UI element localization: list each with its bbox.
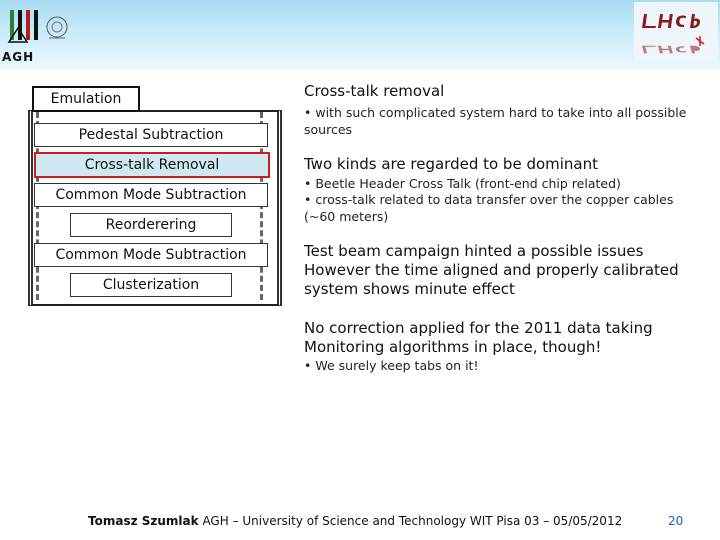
step-common-mode-subtraction-1: Common Mode Subtraction [34,183,268,207]
page-number: 20 [668,514,684,528]
lhcb-logo-icon [634,2,718,60]
section-dominant-bullet-2: • cross-talk related to data transfer over the copper cables (~60 meters) [304,192,674,224]
section-cross-talk-title: Cross-talk removal [304,82,445,100]
footer-author: Tomasz Szumlak [88,514,199,528]
footer [88,514,622,528]
testbeam-line-3: system shows minute effect [304,280,515,298]
emulation-title: Emulation [32,86,140,112]
no-correction-line-1: No correction applied for the 2011 data taking [304,319,653,337]
testbeam-line-1: Test beam campaign hinted a possible issues [304,242,644,260]
section-cross-talk-bullet: • with such complicated system hard to take into all possible sources [304,105,687,137]
agh-wordmark: AGH [2,50,35,64]
section-dominant-title: Two kinds are regarded to be dominant [304,155,599,173]
footer-affiliation: AGH – University of Science and Technology WIT Pisa 03 – 05/05/2012 [202,514,623,528]
step-pedestal-subtraction: Pedestal Subtraction [34,123,268,147]
step-common-mode-subtraction-2: Common Mode Subtraction [34,243,268,267]
no-correction-bullet: • We surely keep tabs on it! [304,358,479,373]
no-correction-line-2: Monitoring algorithms in place, though! [304,338,602,356]
header-band [0,0,720,70]
step-cross-talk-removal: Cross-talk Removal [34,152,270,178]
step-reorderering: Reorderering [70,213,232,237]
section-dominant-bullet-1: • Beetle Header Cross Talk (front-end chip related) [304,176,621,191]
step-clusterization: Clusterization [70,273,232,297]
university-crest-icon [44,12,70,44]
testbeam-line-2: However the time aligned and properly calibrated [304,261,679,279]
